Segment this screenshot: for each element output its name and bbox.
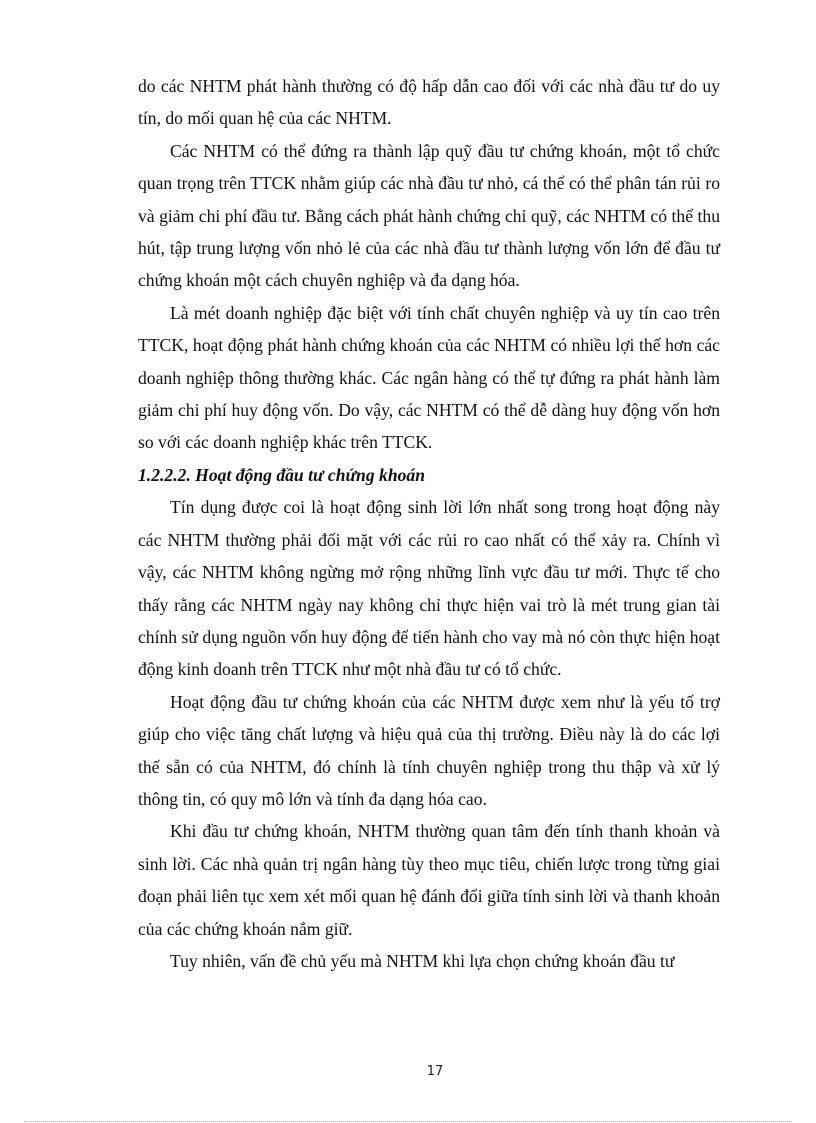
paragraph-liquidity-profit: Khi đầu tư chứng khoán, NHTM thường quan tâm đến tính thanh khoản và sinh lời. Các nhà quản trị ngân hàng tùy theo mục tiêu, chiến lược trong từng giai đoạn phải liên tục xem xét mối quan hệ đánh đổi giữa tính sinh lời và thanh khoản của các chứng khoán nắm giữ. [138,821,720,939]
page-bottom-divider [24,1121,792,1122]
paragraph-selection-issue: Tuy nhiên, vấn đề chủ yếu mà NHTM khi lựa chọn chứng khoán đầu tư [170,950,675,971]
paragraph-securities-investment: Hoạt động đầu tư chứng khoán của các NHTM được xem như là yếu tố trợ giúp cho việc tăng chất lượng và hiệu quả của thị trường. Điều này là do các lợi thế sẵn có của NHTM, đó chính là tính chuyên nghiệp trong thu thập và xử lý thông tin, có quy mô lớn và tính đa dạng hóa cao. [138,691,720,809]
body-text [138,70,720,977]
paragraph-investment-fund: Các NHTM có thể đứng ra thành lập quỹ đầu tư chứng khoán, một tổ chức quan trọng trên TTCK nhằm giúp các nhà đầu tư nhỏ, cá thể có thể phân tán rủi ro và giảm chi phí đầu tư. Bằng cách phát hành chứng chỉ quỹ, các NHTM có thể thu hút, tập trung lượng vốn nhỏ lẻ của các nhà đầu tư thành lượng vốn lớn để đầu tư chứng khoán một cách chuyên nghiệp và đa dạng hóa. [138,140,720,291]
paragraph-credit-activity: Tín dụng được coi là hoạt động sinh lời lớn nhất song trong hoạt động này các NHTM thường phải đối mặt với các rủi ro cao nhất có thể xảy ra. Chính vì vậy, các NHTM không ngừng mở rộng những lĩnh vực đầu tư mới. Thực tế cho thấy rằng các NHTM ngày nay không chỉ thực hiện vai trò là mét trung gian tài chính sử dụng nguồn vốn huy động để tiến hành cho vay mà nó còn thực hiện hoạt động kinh doanh trên TTCK như một nhà đầu tư có tổ chức. [138,497,720,680]
paragraph-continuation: do các NHTM phát hành thường có độ hấp dẫn cao đối với các nhà đầu tư do uy tín, do mối quan hệ của các NHTM. [138,76,720,129]
page-number: 17 [426,1064,444,1079]
paragraph-issuing-advantage: Là mét doanh nghiệp đặc biệt với tính chất chuyên nghiệp và uy tín cao trên TTCK, hoạt động phát hành chứng khoán của các NHTM có nhiều lợi thế hơn các doanh nghiệp thông thường khác. Các ngân hàng có thể tự đứng ra phát hành làm giảm chi phí huy động vốn. Do vậy, các NHTM có thể dễ dàng huy động vốn hơn so với các doanh nghiệp khác trên TTCK. [138,302,720,453]
section-heading: 1.2.2.2. Hoạt động đầu tư chứng khoán [138,464,425,485]
